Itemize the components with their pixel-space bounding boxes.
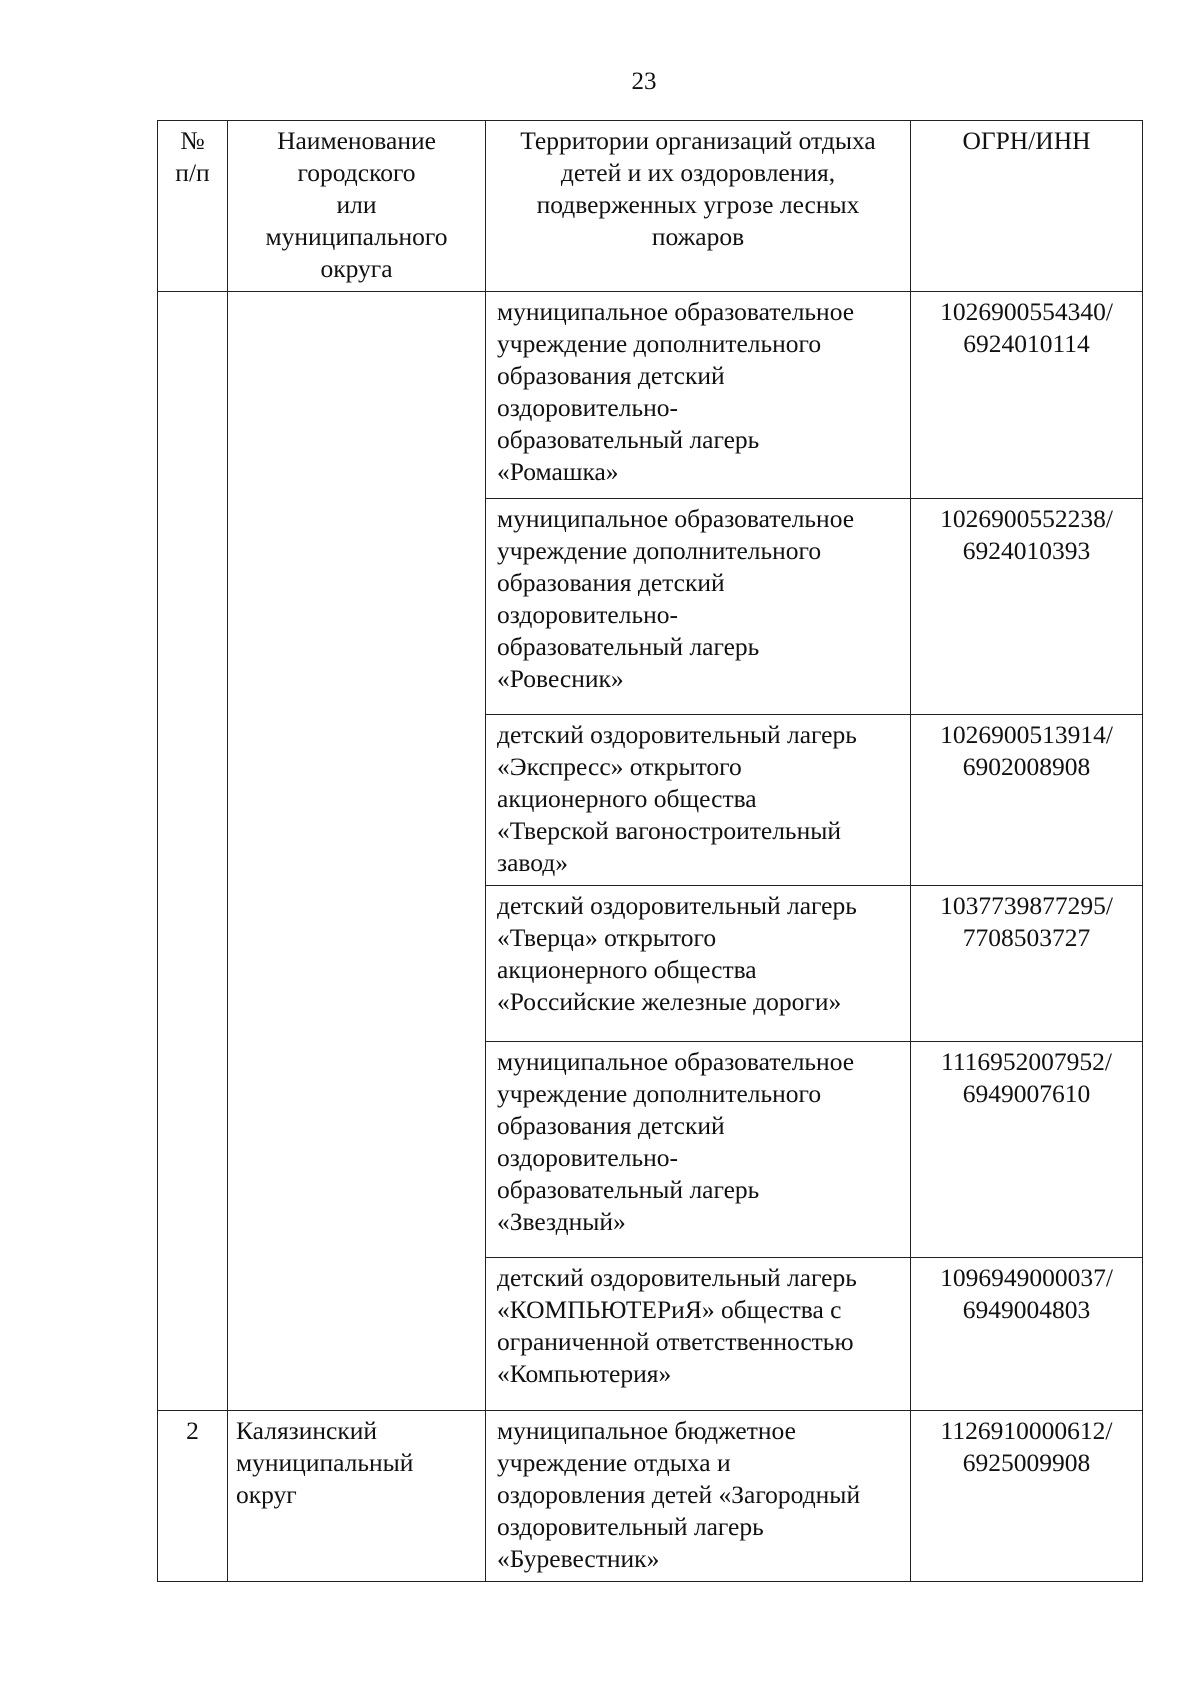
- row-number-cell-empty: [158, 292, 228, 1411]
- header-district-name: Наименование городского или муниципального округа: [228, 121, 486, 292]
- header-ogrn-inn: ОГРН/ИНН: [911, 121, 1143, 292]
- table-row: [158, 1411, 1143, 1582]
- ogrn-inn-cell: 1037739877295/ 7708503727: [911, 886, 1143, 1042]
- ogrn-inn-cell: 1026900552238/ 6924010393: [911, 499, 1143, 715]
- header-num: № п/п: [158, 121, 228, 292]
- row-number-cell: 2: [158, 1411, 228, 1582]
- organization-cell: муниципальное бюджетное учреждение отдыха и оздоровления детей «Загородный оздоровительный лагерь «Буревестник»: [486, 1411, 911, 1582]
- page-number: 23: [631, 68, 657, 95]
- ogrn-inn-cell: 1026900554340/ 6924010114: [911, 292, 1143, 499]
- table-row: [158, 292, 1143, 499]
- ogrn-inn-cell: 1116952007952/ 6949007610: [911, 1042, 1143, 1258]
- camps-table: [157, 120, 1143, 1582]
- ogrn-inn-cell: 1026900513914/ 6902008908: [911, 715, 1143, 886]
- organization-cell: муниципальное образовательное учреждение дополнительного образования детский оздоровительно- образовательный лагерь «Ромашка»: [486, 292, 911, 499]
- organization-cell: муниципальное образовательное учреждение дополнительного образования детский оздоровительно- образовательный лагерь «Ровесник»: [486, 499, 911, 715]
- organization-cell: муниципальное образовательное учреждение дополнительного образования детский оздоровительно- образовательный лагерь «Звездный»: [486, 1042, 911, 1258]
- organization-cell: детский оздоровительный лагерь «Экспресс» открытого акционерного общества «Тверской вагоностроительный завод»: [486, 715, 911, 886]
- ogrn-inn-cell: 1096949000037/ 6949004803: [911, 1258, 1143, 1411]
- organization-cell: детский оздоровительный лагерь «Тверца» открытого акционерного общества «Российские железные дороги»: [486, 886, 911, 1042]
- header-organization-territories: Территории организаций отдыха детей и их оздоровления, подверженных угрозе лесных пожаров: [486, 121, 911, 292]
- district-name-cell: Калязинский муниципальный округ: [228, 1411, 486, 1582]
- header-row: [158, 121, 1143, 292]
- organization-cell: детский оздоровительный лагерь «КОМПЬЮТЕРиЯ» общества с ограниченной ответственностью «Компьютерия»: [486, 1258, 911, 1411]
- ogrn-inn-cell: 1126910000612/ 6925009908: [911, 1411, 1143, 1582]
- district-name-cell-empty: [228, 292, 486, 1411]
